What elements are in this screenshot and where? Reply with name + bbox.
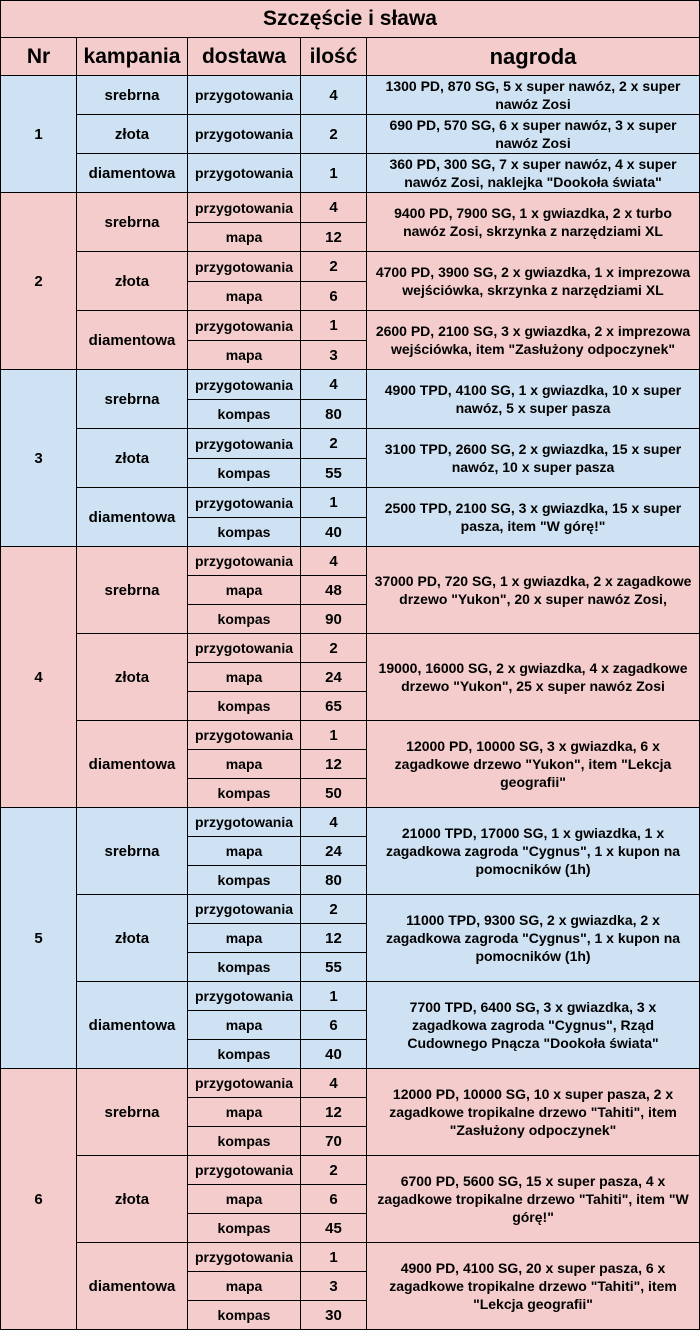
delivery-quantity: 2 [301,895,367,924]
delivery-type: przygotowania [188,76,301,115]
delivery-type: mapa [188,837,301,866]
campaign-name: złota [77,634,188,721]
delivery-quantity: 24 [301,663,367,692]
delivery-type: przygotowania [188,1069,301,1098]
campaign-name: złota [77,1156,188,1243]
delivery-type: kompas [188,605,301,634]
delivery-quantity: 12 [301,750,367,779]
campaign-name: srebrna [77,547,188,634]
table-title: Szczęście i sława [1,1,700,38]
delivery-type: przygotowania [188,1156,301,1185]
delivery-quantity: 24 [301,837,367,866]
delivery-quantity: 45 [301,1214,367,1243]
header-dostawa: dostawa [188,38,301,76]
delivery-quantity: 1 [301,154,367,193]
delivery-type: kompas [188,518,301,547]
delivery-type: mapa [188,750,301,779]
delivery-type: kompas [188,866,301,895]
campaign-name: srebrna [77,808,188,895]
campaign-name: srebrna [77,1069,188,1156]
delivery-type: przygotowania [188,429,301,459]
delivery-quantity: 1 [301,1243,367,1272]
delivery-quantity: 30 [301,1301,367,1330]
section-number: 2 [1,193,77,370]
delivery-type: kompas [188,400,301,429]
campaign-name: diamentowa [77,721,188,808]
delivery-type: kompas [188,692,301,721]
campaign-name: diamentowa [77,1243,188,1330]
table-row [1,982,700,1011]
reward-text: 12000 PD, 10000 SG, 10 x super pasza, 2 x zagadkowe tropikalne drzewo "Tahiti", item "Zasłużony odpoczynek" [367,1069,700,1156]
campaign-name: diamentowa [77,488,188,547]
delivery-type: przygotowania [188,193,301,223]
header-kampania: kampania [77,38,188,76]
delivery-quantity: 40 [301,518,367,547]
reward-text: 7700 TPD, 6400 SG, 3 x gwiazdka, 3 x zagadkowa zagroda "Cygnus", Rząd Cudownego Pnącza "Dookoła świata" [367,982,700,1069]
delivery-type: przygotowania [188,721,301,750]
section-number: 4 [1,547,77,808]
reward-text: 690 PD, 570 SG, 6 x super nawóz, 3 x super nawóz Zosi [367,115,700,154]
reward-text: 2600 PD, 2100 SG, 3 x gwiazdka, 2 x imprezowa wejściówka, item "Zasłużony odpoczynek" [367,311,700,370]
delivery-type: przygotowania [188,1243,301,1272]
delivery-quantity: 2 [301,252,367,282]
delivery-quantity: 80 [301,400,367,429]
section-number: 3 [1,370,77,547]
reward-text: 2500 TPD, 2100 SG, 3 x gwiazdka, 15 x super pasza, item "W górę!" [367,488,700,547]
table-row [1,370,700,400]
table-row [1,1156,700,1185]
reward-text: 1300 PD, 870 SG, 5 x super nawóz, 2 x super nawóz Zosi [367,76,700,115]
campaign-name: srebrna [77,76,188,115]
table-row [1,634,700,663]
delivery-quantity: 4 [301,1069,367,1098]
delivery-type: mapa [188,1185,301,1214]
delivery-type: mapa [188,924,301,953]
delivery-quantity: 40 [301,1040,367,1069]
reward-text: 9400 PD, 7900 SG, 1 x gwiazdka, 2 x turbo nawóz Zosi, skrzynka z narzędziami XL [367,193,700,252]
campaign-name: diamentowa [77,982,188,1069]
reward-text: 4700 PD, 3900 SG, 2 x gwiazdka, 1 x imprezowa wejściówka, skrzynka z narzędziami XL [367,252,700,311]
table-row [1,895,700,924]
delivery-quantity: 4 [301,76,367,115]
delivery-type: przygotowania [188,154,301,193]
delivery-quantity: 6 [301,1185,367,1214]
delivery-quantity: 50 [301,779,367,808]
reward-text: 4900 TPD, 4100 SG, 1 x gwiazdka, 10 x super nawóz, 5 x super pasza [367,370,700,429]
table-body [1,76,700,1330]
campaign-name: złota [77,895,188,982]
delivery-quantity: 2 [301,634,367,663]
delivery-type: mapa [188,341,301,370]
section-number: 1 [1,76,77,193]
header-nr: Nr [1,38,77,76]
delivery-type: kompas [188,1040,301,1069]
reward-text: 21000 TPD, 17000 SG, 1 x gwiazdka, 1 x zagadkowa zagroda "Cygnus", 1 x kupon na pomocników (1h) [367,808,700,895]
table-row [1,76,700,115]
delivery-quantity: 90 [301,605,367,634]
delivery-quantity: 3 [301,1272,367,1301]
delivery-type: przygotowania [188,982,301,1011]
delivery-quantity: 65 [301,692,367,721]
delivery-quantity: 70 [301,1127,367,1156]
delivery-type: mapa [188,223,301,252]
table-row [1,547,700,576]
delivery-type: przygotowania [188,808,301,837]
table-row [1,1243,700,1272]
section-number: 6 [1,1069,77,1330]
header-nagroda: nagroda [367,38,700,76]
table-row [1,808,700,837]
delivery-quantity: 1 [301,721,367,750]
reward-text: 11000 TPD, 9300 SG, 2 x gwiazdka, 2 x zagadkowa zagroda "Cygnus", 1 x kupon na pomocników (1h) [367,895,700,982]
delivery-quantity: 1 [301,311,367,341]
campaign-name: srebrna [77,370,188,429]
delivery-type: kompas [188,953,301,982]
delivery-quantity: 6 [301,282,367,311]
delivery-quantity: 2 [301,429,367,459]
table-row [1,1069,700,1098]
campaign-name: złota [77,252,188,311]
table-row [1,721,700,750]
table-row [1,252,700,282]
delivery-quantity: 4 [301,808,367,837]
delivery-type: przygotowania [188,311,301,341]
campaign-name: srebrna [77,193,188,252]
reward-text: 19000, 16000 SG, 2 x gwiazdka, 4 x zagadkowe drzewo "Yukon", 25 x super nawóz Zosi [367,634,700,721]
delivery-type: przygotowania [188,488,301,518]
delivery-quantity: 2 [301,1156,367,1185]
reward-text: 6700 PD, 5600 SG, 15 x super pasza, 4 x zagadkowe tropikalne drzewo "Tahiti", item "W górę!" [367,1156,700,1243]
delivery-type: mapa [188,663,301,692]
campaign-name: diamentowa [77,154,188,193]
delivery-type: przygotowania [188,895,301,924]
delivery-type: kompas [188,1301,301,1330]
campaign-name: diamentowa [77,311,188,370]
delivery-type: kompas [188,779,301,808]
delivery-quantity: 48 [301,576,367,605]
delivery-quantity: 55 [301,953,367,982]
campaign-name: złota [77,115,188,154]
delivery-type: kompas [188,459,301,488]
delivery-quantity: 6 [301,1011,367,1040]
delivery-type: mapa [188,282,301,311]
delivery-type: przygotowania [188,634,301,663]
delivery-type: mapa [188,1272,301,1301]
section-number: 5 [1,808,77,1069]
delivery-type: mapa [188,576,301,605]
reward-text: 360 PD, 300 SG, 7 x super nawóz, 4 x super nawóz Zosi, naklejka "Dookoła świata" [367,154,700,193]
delivery-quantity: 4 [301,547,367,576]
delivery-quantity: 12 [301,924,367,953]
delivery-quantity: 4 [301,193,367,223]
table-row [1,115,700,154]
delivery-type: kompas [188,1127,301,1156]
delivery-type: przygotowania [188,547,301,576]
table-row [1,488,700,518]
delivery-type: mapa [188,1098,301,1127]
delivery-quantity: 3 [301,341,367,370]
delivery-quantity: 2 [301,115,367,154]
reward-text: 3100 TPD, 2600 SG, 2 x gwiazdka, 15 x super nawóz, 10 x super pasza [367,429,700,488]
delivery-type: przygotowania [188,252,301,282]
delivery-quantity: 12 [301,1098,367,1127]
table-row [1,193,700,223]
delivery-quantity: 1 [301,982,367,1011]
delivery-quantity: 80 [301,866,367,895]
campaign-name: złota [77,429,188,488]
delivery-quantity: 1 [301,488,367,518]
delivery-type: kompas [188,1214,301,1243]
delivery-quantity: 12 [301,223,367,252]
delivery-quantity: 55 [301,459,367,488]
reward-text: 4900 PD, 4100 SG, 20 x super pasza, 6 x zagadkowe tropikalne drzewo "Tahiti", item "Lekcja geografii" [367,1243,700,1330]
reward-text: 37000 PD, 720 SG, 1 x gwiazdka, 2 x zagadkowe drzewo "Yukon", 20 x super nawóz Zosi, [367,547,700,634]
delivery-type: mapa [188,1011,301,1040]
reward-text: 12000 PD, 10000 SG, 3 x gwiazdka, 6 x zagadkowe drzewo "Yukon", item "Lekcja geografii" [367,721,700,808]
delivery-type: przygotowania [188,370,301,400]
table-row [1,154,700,193]
delivery-type: przygotowania [188,115,301,154]
delivery-quantity: 4 [301,370,367,400]
table-row [1,311,700,341]
table-row [1,429,700,459]
header-ilosc: ilość [301,38,367,76]
